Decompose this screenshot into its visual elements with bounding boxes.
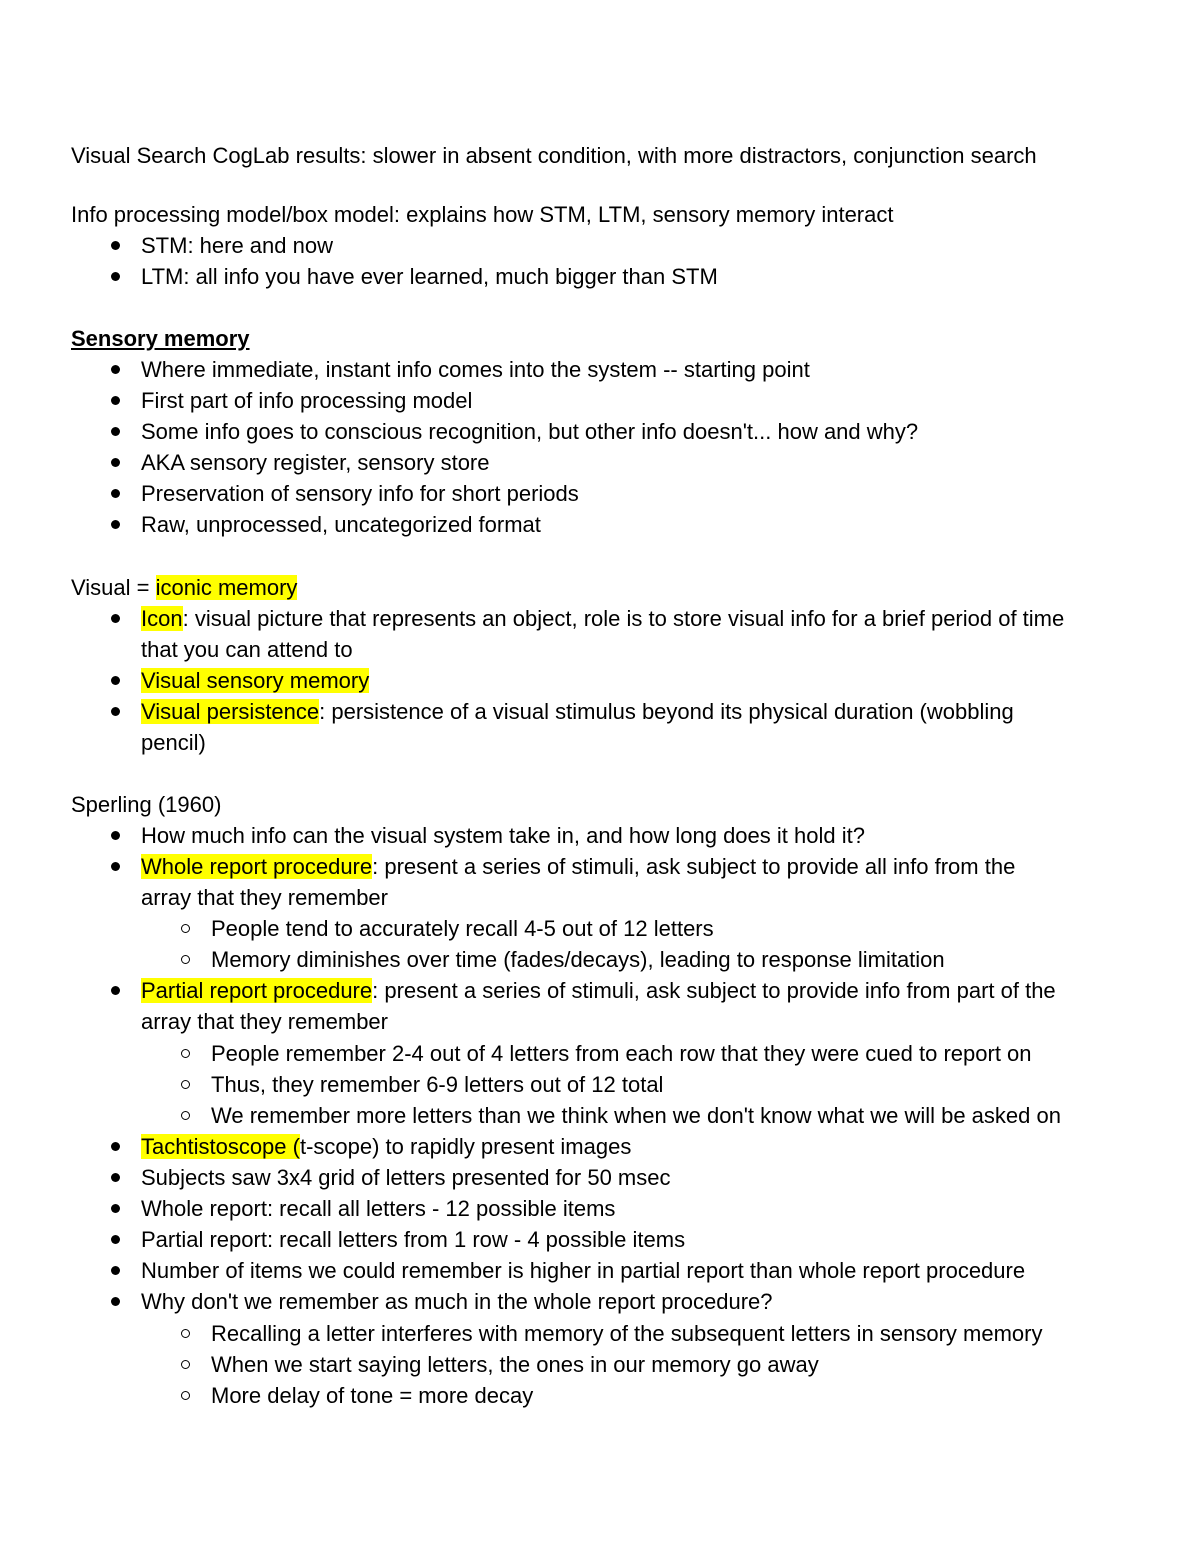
sub-list-item: When we start saying letters, the ones in our memory go away [211,1352,819,1377]
bullet-icon [111,520,120,529]
highlight: Icon [141,606,183,631]
list-item: Visual persistence: persistence of a visual stimulus beyond its physical duration (wobbling [141,699,1014,724]
highlight: Visual persistence [141,699,320,724]
sub-bullet-icon [181,1360,190,1369]
highlight: Partial report procedure [141,978,373,1003]
sub-list-item: More delay of tone = more decay [211,1383,534,1408]
sub-bullet-icon [181,1329,190,1338]
list-item: Why don't we remember as much in the whole report procedure? [141,1289,773,1314]
list-item: Subjects saw 3x4 grid of letters presented for 50 msec [141,1165,671,1190]
bullet-icon [111,676,120,685]
list-item: LTM: all info you have ever learned, much bigger than STM [141,264,718,289]
sperling-line: Sperling (1960) [71,792,222,817]
bullet-icon [111,707,120,716]
bullet-icon [111,1204,120,1213]
bullet-icon [111,862,120,871]
list-item: Whole report: recall all letters - 12 possible items [141,1196,616,1221]
list-item: Raw, unprocessed, uncategorized format [141,512,541,537]
bullet-icon [111,396,120,405]
sub-bullet-icon [181,955,190,964]
list-item: First part of info processing model [141,388,473,413]
list-item: Tachtistoscope (t-scope) to rapidly present images [141,1134,632,1159]
list-item [141,665,369,696]
bullet-icon [111,614,120,623]
highlight: Whole report procedure [141,854,373,879]
sub-bullet-icon [181,1111,190,1120]
list-item: AKA sensory register, sensory store [141,450,490,475]
intro-line: Visual Search CogLab results: slower in absent condition, with more distractors, conjunction search [71,143,1037,168]
list-item-continuation: that you can attend to [141,637,353,662]
list-item: Icon: visual picture that represents an object, role is to store visual info for a brief period of time [141,606,1065,631]
sub-list-item: People tend to accurately recall 4-5 out of 12 letters [211,916,714,941]
bullet-icon [111,986,120,995]
list-item: Partial report: recall letters from 1 row - 4 possible items [141,1227,686,1252]
bullet-icon [111,1235,120,1244]
list-item-continuation: array that they remember [141,1009,388,1034]
sub-list-item: Recalling a letter interferes with memory of the subsequent letters in sensory memory [211,1321,1043,1346]
sub-list-item: People remember 2-4 out of 4 letters from each row that they were cued to report on [211,1041,1032,1066]
sub-bullet-icon [181,1080,190,1089]
list-item: Some info goes to conscious recognition, but other info doesn't... how and why? [141,419,919,444]
bullet-icon [111,831,120,840]
bullet-icon [111,241,120,250]
list-item: Where immediate, instant info comes into the system -- starting point [141,357,810,382]
sub-bullet-icon [181,924,190,933]
bullet-icon [111,272,120,281]
list-item: Preservation of sensory info for short periods [141,481,579,506]
list-item: Whole report procedure: present a series of stimuli, ask subject to provide all info from the [141,854,1016,879]
sub-list-item: Thus, they remember 6-9 letters out of 12 total [211,1072,664,1097]
visual-iconic-line: Visual = iconic memory [71,575,298,600]
highlight: Tachtistoscope ( [141,1134,300,1159]
highlight: iconic memory [155,575,298,600]
list-item-continuation: array that they remember [141,885,388,910]
list-item: Partial report procedure: present a series of stimuli, ask subject to provide info from part of the [141,978,1056,1003]
list-item-continuation: pencil) [141,730,206,755]
bullet-icon [111,427,120,436]
section-heading-sensory-memory: Sensory memory [71,326,250,351]
bullet-icon [111,365,120,374]
info-processing-line: Info processing model/box model: explains how STM, LTM, sensory memory interact [71,202,894,227]
sub-bullet-icon [181,1391,190,1400]
bullet-icon [111,1142,120,1151]
list-item: How much info can the visual system take in, and how long does it hold it? [141,823,865,848]
sub-bullet-icon [181,1049,190,1058]
sub-list-item: Memory diminishes over time (fades/decays), leading to response limitation [211,947,945,972]
bullet-icon [111,1266,120,1275]
bullet-icon [111,489,120,498]
highlight: Visual sensory memory [141,668,370,693]
bullet-icon [111,1297,120,1306]
list-item: STM: here and now [141,233,333,258]
list-item: Number of items we could remember is higher in partial report than whole report procedure [141,1258,1026,1283]
sub-list-item: We remember more letters than we think when we don't know what we will be asked on [211,1103,1061,1128]
bullet-icon [111,1173,120,1182]
bullet-icon [111,458,120,467]
